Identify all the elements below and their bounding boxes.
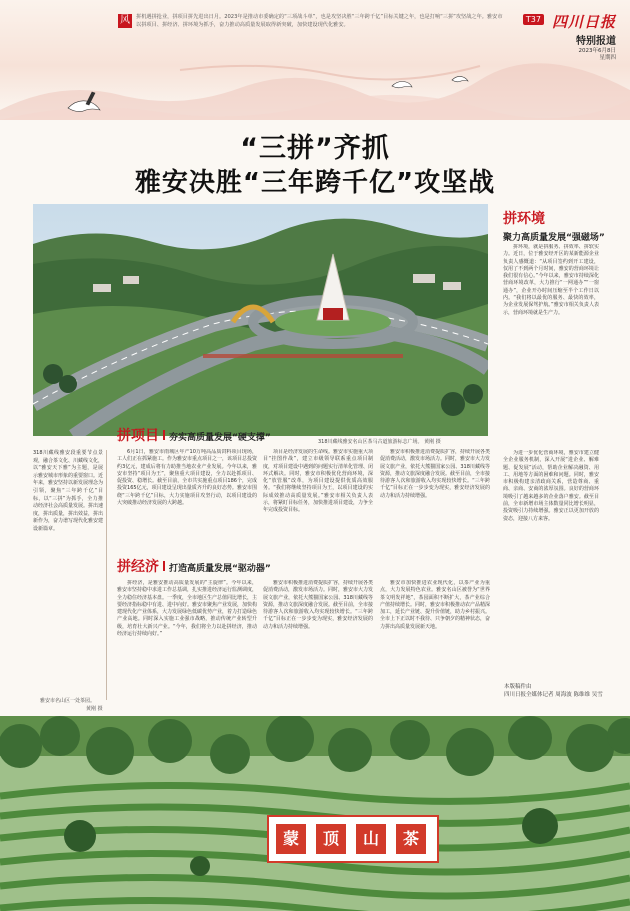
main-photo-illustration (33, 204, 488, 436)
left-column-text: 318川藏线雅安段重要节点景观，融合茶文化、川藏线文化，以“雅安天下雅”为主题，是展示雅安城市形象的重要窗口。近年来，雅安坚持以新发展理念为引领，聚焦“三年跨千亿”目标，以“三拼”为抓手，全力推动经济社会高质量发展。拼出速度，拼出质量，拼出效益，拼出新作为，奋力谱写现代化雅安建设新篇章。 (33, 450, 104, 532)
feng-column-icon: 风 (120, 15, 130, 26)
paragraph: 项目是经济发展的生命线。雅安市实施重大项目“挂图作战”，建立市级领导联系重点项目制度，对项目建设中遇到的问题实行清单化管理、闭环式解决。同时，雅安市积极优化营商环境，深化“放管服”改革，为项目建设提供优质高效服务。“我们将继续坚持项目为王，以项目建设的实际成效推动高质量发展。”雅安市相关负责人表示，将紧盯目标任务，加快推进项目建设，力争全年完成投资目标。 (263, 449, 373, 514)
section-subtitle: 打造高质量发展“驱动器” (169, 564, 271, 574)
left-photo-caption: 雅安市名山区一处茶园。 (40, 698, 96, 704)
issue-day-line: 星期四 (599, 55, 616, 61)
sign-char: 山 (362, 829, 379, 848)
section-subtitle: 聚力高质量发展“强磁场” (503, 233, 605, 243)
editor-note-line-2: 四川日报全媒体记者 周海波 陈维维 吴雪 (504, 692, 603, 698)
sign-char: 顶 (322, 829, 339, 848)
tea-garden-illustration (0, 716, 630, 911)
column-divider (106, 450, 107, 700)
jingji-col-1 (117, 580, 257, 702)
title-bar (163, 430, 165, 440)
section-key: 拼项目 (117, 428, 159, 444)
paragraph: 雅安市加快推进农业现代化，以茶产业为重点，大力发展特色农业。雅安名山区被誉为“世界茶文明发祥地”，茶园面积不断扩大，茶产业综合产值持续增长。同时，雅安市积极推动农产品精深加工，延长产业链、提升价值链，助力乡村振兴。全市上下正以时不我待、只争朝夕的精神状态，奋力拼出高质量发展新天地。 (380, 580, 490, 630)
section-head-huanjing (503, 208, 605, 243)
section-head-jingji (117, 556, 271, 576)
bottom-tea-garden-photo (0, 716, 630, 911)
xiangmu-col-1 (117, 449, 257, 553)
tea-sign-chars (276, 824, 426, 854)
paragraph: 拼环境，就是拼服务、拼效率、拼软实力。近日，位于雅安经开区的某新能源企业负责人感慨道：“从项目签约到开工建设，仅用了不到两个月时间，雅安的营商环境让我们很有信心。”今年以来，雅安市持续深化营商环境改革，大力推行“一网通办”“一窗通办”，企业开办时间压缩至半个工作日以内。“我们将以最优的服务、最快的效率，为企业发展保驾护航。”雅安市相关负责人表示，营商环境就是生产力。 (503, 244, 599, 316)
xiangmu-col-3 (380, 449, 490, 553)
sign-char: 蒙 (282, 829, 299, 848)
paragraph: 雅安市积极推进消费提质扩容，持续开展各类促消费活动，激发市场活力。同时，雅安市大力发展文旅产业，依托大熊猫国家公园、318川藏线等资源，推动文旅深度融合发展。截至目前，全市接待游客人次和旅游收入均实现较快增长。“三年跨千亿”目标正在一步步变为现实，雅安经济发展的动力和活力持续增强。 (263, 580, 373, 630)
huanjing-col-2 (503, 450, 599, 676)
headline-line-2: 雅安决胜“三年跨千亿”攻坚战 (134, 168, 496, 198)
paragraph: 为进一步优化营商环境，雅安市建立健全企业服务机制，深入开展“进企业、解难题、促发展”活动，帮助企业解决融资、用工、用地等方面的困难和问题。同时，雅安市积极构建亲清政商关系，营造尊商、重商、亲商、安商的浓厚氛围。良好的营商环境吸引了越来越多的企业落户雅安。截至目前，全市新增市场主体数量同比增长明显，投资吸引力持续增强。雅安正以更加开放的姿态，迎接八方来客。 (503, 450, 599, 522)
jingji-col-3 (380, 580, 490, 702)
intro-blurb: 拼机遇拼抢业，拼项目拼先进出日月。2023年是推动市委确定的“三项战斗单”，也是攻坚决胜“三年跨千亿”目标关键之年，也是打响“三拼”攻坚战之年。雅安市以拼项目、拼经济、拼环境为抓手，奋力推动高质量发展取得新突破，加快建设现代化雅安。 (136, 14, 503, 28)
page-number-badge: T37 (523, 14, 544, 25)
paragraph: 雅安市积极推进消费提质扩容，持续开展各类促消费活动，激发市场活力。同时，雅安市大力发展文旅产业，依托大熊猫国家公园、318川藏线等资源，推动文旅深度融合发展。截至目前，全市接待游客人次和旅游收入均实现较快增长。“三年跨千亿”目标正在一步步变为现实，雅安经济发展的动力和活力持续增强。 (380, 449, 490, 499)
xiangmu-col-2 (263, 449, 373, 553)
issue-date (579, 48, 617, 62)
jingji-col-2 (263, 580, 373, 702)
section-key: 拼经济 (117, 559, 159, 575)
main-photo (33, 204, 488, 436)
left-photo-credit: 黄刚 摄 (86, 706, 103, 712)
section-name: 特别报道 (576, 36, 616, 47)
section-head-xiangmu (117, 425, 271, 445)
issue-date-line: 2023年6月8日 (578, 48, 616, 54)
top-banner (0, 0, 630, 120)
section-key: 拼环境 (503, 211, 545, 227)
title-bar (163, 561, 165, 571)
main-photo-caption: 318川藏线雅安名山区茶马古道旅游标志广场。 黄刚 摄 (318, 439, 441, 445)
paragraph: 6月1日，雅安市雨城区年产10万吨高品质饲料项目现场，工人们正在抓紧施工。作为雅安市重点项目之一，该项目总投资约3亿元，建成后将有力助推当地农业产业发展。今年以来，雅安市坚持“项目为王”，聚焦重大项目建设，全力以赴抓项目、促投资、稳增长。截至目前，全市共实施重点项目186个，完成投资165亿元，项目建设呈现出量质齐升的良好态势。雅安市围绕“三年跨千亿”目标，大力实施项目攻坚行动，以项目建设的大突破推动经济发展的大跨越。 (117, 449, 257, 507)
huanjing-col-1 (503, 244, 599, 444)
headline-line-1: “三拼”齐抓 (240, 133, 390, 164)
editor-note (504, 683, 603, 699)
paragraph: 拼经济，是雅安推动高质量发展的“主旋律”。今年以来，雅安市坚持稳中求进工作总基调，扎实推进经济运行监测调度，全力稳住经济基本盘。一季度，全市地区生产总值同比增长，主要经济指标稳中有进、进中向好。雅安市聚焦产业发展，加快构建现代化产业体系，大力发展绿色低碳优势产业，着力打造绿色产业高地。同时深入实施工业强市战略，推动传统产业转型升级，培育壮大新兴产业。“今年，我们将全力以赴拼经济，推动经济运行持续向好。” (117, 580, 257, 638)
editor-note-line-1: 本版稿件由 (504, 684, 532, 690)
section-subtitle: 夯实高质量发展“硬支撑” (169, 433, 271, 443)
newspaper-name: 四川日报 (551, 13, 616, 31)
sign-char: 茶 (402, 829, 419, 848)
